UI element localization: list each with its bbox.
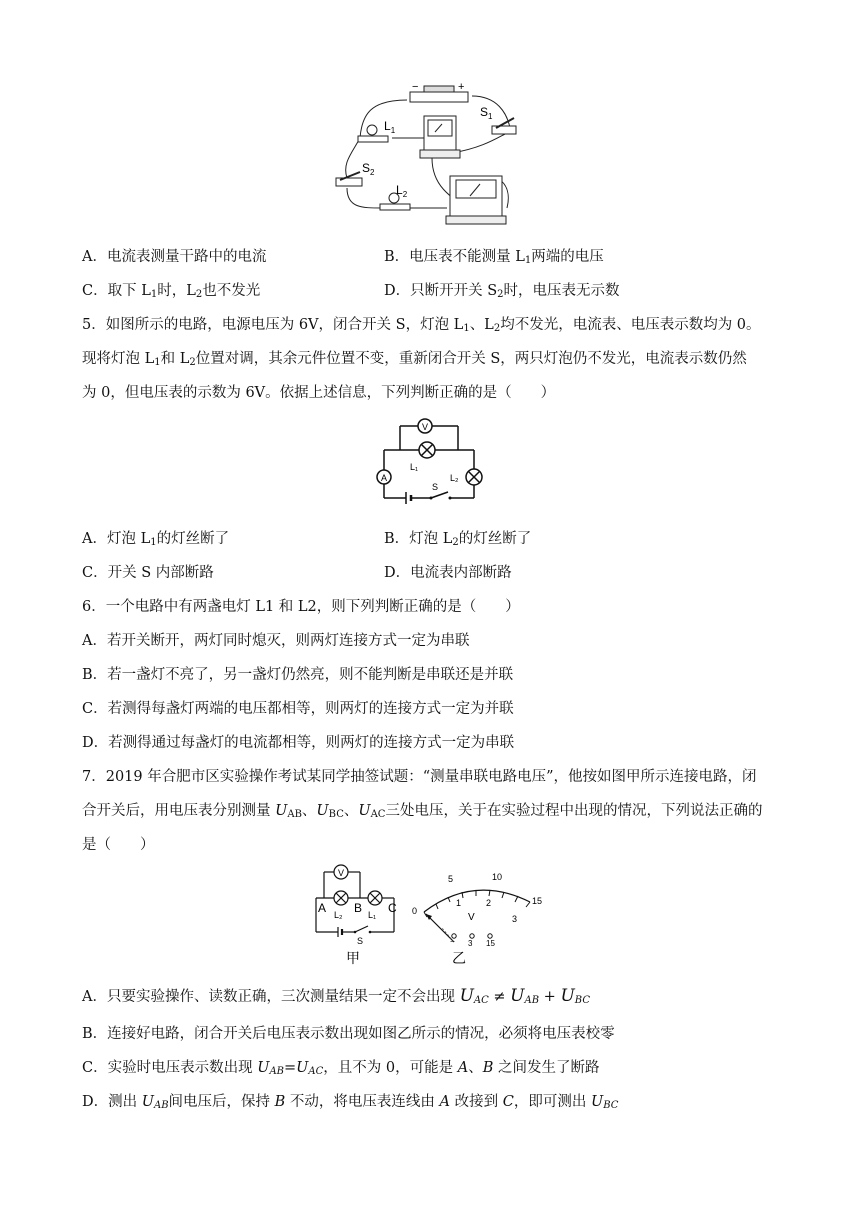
q5-v-label: V (421, 422, 429, 432)
switch-s1-icon (492, 118, 516, 134)
q5-circuit-diagram (370, 412, 488, 510)
q5-l2-label: L₂ (450, 473, 459, 483)
dial-tick-b2: 2 (486, 898, 492, 908)
jia-l1-label: L₁ (368, 910, 377, 920)
jia-c-label: C (388, 901, 397, 915)
dial-tick-10: 10 (492, 872, 503, 882)
q5-s-label: S (432, 482, 439, 492)
jia-l2-label: L₂ (334, 910, 343, 920)
q7-option-d[interactable]: D．测出 $U_{AB}$间电压后，保持 B 不动，将电压表连线由 A 改接到 C，即可测出 $U_{BC}$ (82, 1094, 619, 1111)
battery-minus: − (412, 81, 419, 93)
label-s1: $S_1$ (480, 105, 493, 121)
terminal-minus: − (450, 937, 455, 946)
lamp-l2-icon (466, 469, 482, 485)
q6-option-a[interactable]: A．若开关断开，两灯同时熄灭，则两灯连接方式一定为串联 (82, 633, 470, 649)
q5-option-d[interactable]: D．电流表内部断路 (384, 565, 512, 581)
q5-stem-line2: 现将灯泡 $L_1$和 $L_2$位置对调，其余元件位置不变，重新闭合开关 S，两只灯泡仍不发光，电流表示数仍然 (82, 351, 747, 368)
jia-v-label: V (337, 868, 345, 878)
dial-tick-0: 0 (412, 906, 418, 916)
dial-tick-15: 15 (532, 896, 543, 906)
switch-s2-icon (336, 172, 362, 186)
dial-tick-b3: 3 (512, 914, 518, 924)
battery-plus: + (458, 81, 465, 93)
dial-tick-5: 5 (448, 874, 454, 884)
q7-figure-yi (402, 864, 552, 968)
q7-stem-line2: 合开关后，用电压表分别测量 $U_{AB}$、$U_{BC}$、$U_{AC}$三处电压，关于在实验过程中出现的情况，下列说法正确的 (82, 803, 763, 820)
q5-option-c[interactable]: C．开关 S 内部断路 (82, 565, 214, 581)
q4-option-d[interactable]: D．只断开开关 $S_2$时，电压表无示数 (384, 283, 620, 300)
voltmeter-icon (446, 176, 506, 224)
label-l1: $L_1$ (384, 119, 396, 135)
dial-tick-b1: 1 (456, 898, 462, 908)
lamp-l1-icon (368, 891, 382, 905)
battery-icon (338, 927, 342, 937)
q7-stem-line3: 是（ ） (82, 837, 155, 853)
q7-figure-jia (310, 860, 406, 968)
ammeter-icon (420, 116, 460, 158)
q5-stem-line1: 5．如图所示的电路，电源电压为 6V，闭合开关 S，灯泡 $L_1$、$L_2$均不发光，电流表、电压表示数均为 0。 (82, 317, 761, 334)
jia-caption: 甲 (346, 951, 360, 967)
jia-s-label: S (357, 936, 364, 946)
terminal-15: 15 (486, 939, 495, 948)
q5-stem-line3: 为 0，但电压表的示数为 6V。依据上述信息，下列判断正确的是（ ） (82, 385, 556, 401)
battery-icon (406, 492, 411, 504)
q7-stem-line1: 7．2019 年合肥市区实验操作考试某同学抽签试题：“测量串联电路电压”，他按如图甲所示连接电路，闭 (82, 769, 757, 785)
q6-option-c[interactable]: C．若测得每盏灯两端的电压都相等，则两灯的连接方式一定为并联 (82, 701, 514, 717)
q7-option-c[interactable]: C．实验时电压表示数出现 $U_{AB}=U_{AC}$，且不为 0，可能是 A、B 之间发生了断路 (82, 1060, 600, 1077)
q5-l1-label: L₁ (410, 462, 419, 472)
q7-option-b[interactable]: B．连接好电路，闭合开关后电压表示数出现如图乙所示的情况，必须将电压表校零 (82, 1026, 615, 1042)
q4-option-b[interactable]: B．电压表不能测量 $L_1$两端的电压 (384, 249, 604, 266)
q5-option-a[interactable]: A．灯泡 $L_1$的灯丝断了 (82, 531, 230, 548)
q4-option-c[interactable]: C．取下 $L_1$时，$L_2$也不发光 (82, 283, 261, 300)
lamp-l1-icon (419, 442, 435, 458)
q7-option-a[interactable]: A．只要实验操作、读数正确，三次测量结果一定不会出现 $U_{AC} \ne U_{AB} + U_{BC}$ (82, 986, 590, 1006)
jia-a-label: A (318, 901, 327, 915)
q5-option-b[interactable]: B．灯泡 $L_2$的灯丝断了 (384, 531, 532, 548)
q4-option-a[interactable]: A．电流表测量干路中的电流 (82, 249, 267, 265)
switch-icon (354, 926, 372, 933)
q6-option-b[interactable]: B．若一盏灯不亮了，另一盏灯仍然亮，则不能判断是串联还是并联 (82, 667, 514, 683)
label-l2: $L_2$ (396, 183, 408, 199)
terminal-3: 3 (468, 939, 473, 948)
dial-unit: V (468, 912, 475, 923)
q6-stem: 6．一个电路中有两盏电灯 L1 和 L2，则下列判断正确的是（ ） (82, 599, 520, 615)
q6-option-d[interactable]: D．若测得通过每盏灯的电流都相等，则两灯的连接方式一定为串联 (82, 735, 515, 751)
yi-caption: 乙 (452, 951, 466, 967)
switch-icon (430, 492, 452, 500)
lamp-l2-icon (334, 891, 348, 905)
q4-circuit-figure (332, 78, 522, 230)
jia-b-label: B (354, 901, 363, 915)
label-s2: $S_2$ (362, 161, 375, 177)
q5-a-label: A (380, 473, 388, 483)
dial-arc (424, 890, 530, 912)
